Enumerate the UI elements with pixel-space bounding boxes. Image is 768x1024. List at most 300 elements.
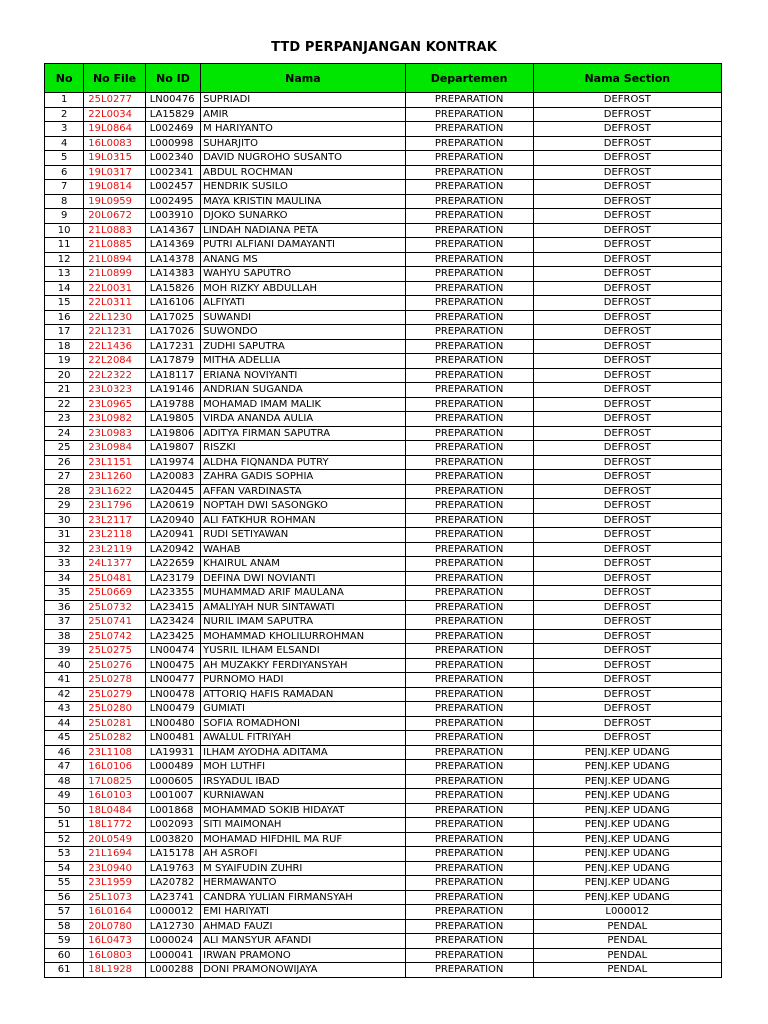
cell-no-file: 25L1073 (84, 890, 145, 905)
cell-nama: WAHYU SAPUTRO (201, 267, 406, 282)
header-row (45, 64, 722, 93)
cell-no: 58 (45, 919, 84, 934)
cell-nama: CANDRA YULIAN FIRMANSYAH (201, 890, 406, 905)
cell-nama-section: DEFROST (533, 252, 721, 267)
cell-nama: MOHAMMAD SOKIB HIDAYAT (201, 803, 406, 818)
cell-no-id: L002340 (145, 151, 200, 166)
cell-no-file: 23L1151 (84, 455, 145, 470)
cell-nama-section: DEFROST (533, 93, 721, 108)
cell-no: 19 (45, 354, 84, 369)
cell-no-id: L002495 (145, 194, 200, 209)
cell-no: 24 (45, 426, 84, 441)
cell-nama: PUTRI ALFIANI DAMAYANTI (201, 238, 406, 253)
cell-nama-section: PENJ.KEP UDANG (533, 890, 721, 905)
cell-departemen: PREPARATION (405, 861, 533, 876)
table-row (45, 383, 722, 398)
table-row (45, 890, 722, 905)
cell-nama-section: DEFROST (533, 194, 721, 209)
cell-nama-section: DEFROST (533, 397, 721, 412)
cell-no-file: 23L0940 (84, 861, 145, 876)
cell-no-id: LN00481 (145, 731, 200, 746)
cell-no-file: 23L2117 (84, 513, 145, 528)
table-header (45, 64, 722, 93)
cell-no: 50 (45, 803, 84, 818)
cell-departemen: PREPARATION (405, 963, 533, 978)
cell-no: 20 (45, 368, 84, 383)
cell-nama-section: DEFROST (533, 107, 721, 122)
cell-no-file: 24L1377 (84, 557, 145, 572)
cell-no: 51 (45, 818, 84, 833)
cell-no: 17 (45, 325, 84, 340)
cell-no-file: 19L0864 (84, 122, 145, 137)
header-no-id: No ID (145, 64, 200, 93)
table-row (45, 861, 722, 876)
cell-no-file: 23L0323 (84, 383, 145, 398)
table-row (45, 296, 722, 311)
cell-nama-section: DEFROST (533, 455, 721, 470)
cell-nama-section: DEFROST (533, 629, 721, 644)
cell-departemen: PREPARATION (405, 441, 533, 456)
table-row (45, 818, 722, 833)
table-row (45, 223, 722, 238)
cell-nama: RISZKI (201, 441, 406, 456)
cell-no-id: LA19805 (145, 412, 200, 427)
cell-departemen: PREPARATION (405, 586, 533, 601)
cell-no: 52 (45, 832, 84, 847)
cell-no-id: LA23741 (145, 890, 200, 905)
cell-nama-section: DEFROST (533, 281, 721, 296)
cell-no-id: LA17879 (145, 354, 200, 369)
cell-nama-section: PENJ.KEP UDANG (533, 847, 721, 862)
cell-no: 31 (45, 528, 84, 543)
cell-nama: IRSYADUL IBAD (201, 774, 406, 789)
cell-no-file: 25L0281 (84, 716, 145, 731)
header-no-file: No File (84, 64, 145, 93)
cell-no-file: 19L0317 (84, 165, 145, 180)
cell-nama: ZAHRA GADIS SOPHIA (201, 470, 406, 485)
cell-no-id: LA15178 (145, 847, 200, 862)
cell-nama-section: DEFROST (533, 339, 721, 354)
cell-nama: DEFINA DWI NOVIANTI (201, 571, 406, 586)
cell-no-id: L000998 (145, 136, 200, 151)
table-row (45, 194, 722, 209)
cell-departemen: PREPARATION (405, 412, 533, 427)
cell-no-file: 18L1772 (84, 818, 145, 833)
cell-no-file: 23L1260 (84, 470, 145, 485)
cell-no-file: 21L0899 (84, 267, 145, 282)
table-row (45, 963, 722, 978)
cell-no: 5 (45, 151, 84, 166)
cell-no-file: 16L0803 (84, 948, 145, 963)
cell-no: 6 (45, 165, 84, 180)
table-row (45, 716, 722, 731)
cell-nama: M SYAIFUDIN ZUHRI (201, 861, 406, 876)
cell-no-file: 16L0106 (84, 760, 145, 775)
cell-nama-section: DEFROST (533, 731, 721, 746)
cell-departemen: PREPARATION (405, 557, 533, 572)
cell-no-file: 16L0164 (84, 905, 145, 920)
cell-nama-section: PENDAL (533, 963, 721, 978)
cell-no-file: 19L0959 (84, 194, 145, 209)
cell-nama: AFFAN VARDINASTA (201, 484, 406, 499)
table-row (45, 107, 722, 122)
cell-no-id: L002457 (145, 180, 200, 195)
cell-no: 4 (45, 136, 84, 151)
cell-no: 45 (45, 731, 84, 746)
table-row (45, 325, 722, 340)
cell-no-id: LA20940 (145, 513, 200, 528)
cell-nama-section: DEFROST (533, 470, 721, 485)
cell-departemen: PREPARATION (405, 644, 533, 659)
cell-departemen: PREPARATION (405, 600, 533, 615)
cell-no: 23 (45, 412, 84, 427)
cell-nama: HENDRIK SUSILO (201, 180, 406, 195)
cell-nama-section: PENJ.KEP UDANG (533, 832, 721, 847)
cell-departemen: PREPARATION (405, 223, 533, 238)
cell-no: 60 (45, 948, 84, 963)
cell-no-file: 22L2322 (84, 368, 145, 383)
table-row (45, 731, 722, 746)
cell-no-file: 25L0280 (84, 702, 145, 717)
cell-nama-section: DEFROST (533, 165, 721, 180)
cell-no-id: LA19931 (145, 745, 200, 760)
header-nama: Nama (201, 64, 406, 93)
cell-nama: SUWANDI (201, 310, 406, 325)
cell-departemen: PREPARATION (405, 774, 533, 789)
cell-no-id: LA14383 (145, 267, 200, 282)
cell-nama-section: DEFROST (533, 499, 721, 514)
cell-nama: ZUDHI SAPUTRA (201, 339, 406, 354)
cell-no-id: L003910 (145, 209, 200, 224)
cell-departemen: PREPARATION (405, 238, 533, 253)
cell-nama-section: DEFROST (533, 151, 721, 166)
table-row (45, 136, 722, 151)
cell-nama-section: DEFROST (533, 716, 721, 731)
cell-no-id: L000012 (145, 905, 200, 920)
table-row (45, 745, 722, 760)
cell-departemen: PREPARATION (405, 673, 533, 688)
cell-nama-section: PENJ.KEP UDANG (533, 803, 721, 818)
cell-departemen: PREPARATION (405, 818, 533, 833)
cell-nama-section: L000012 (533, 905, 721, 920)
cell-no: 26 (45, 455, 84, 470)
cell-no-file: 25L0282 (84, 731, 145, 746)
cell-no-file: 23L0965 (84, 397, 145, 412)
cell-nama: ALI FATKHUR ROHMAN (201, 513, 406, 528)
cell-nama: NURIL IMAM SAPUTRA (201, 615, 406, 630)
cell-no-id: LA19146 (145, 383, 200, 398)
cell-no-file: 21L0883 (84, 223, 145, 238)
table-body (45, 93, 722, 978)
cell-no-id: LA20619 (145, 499, 200, 514)
cell-nama: ILHAM AYODHA ADITAMA (201, 745, 406, 760)
table-row (45, 919, 722, 934)
table-row (45, 615, 722, 630)
cell-no-file: 25L0741 (84, 615, 145, 630)
cell-nama-section: DEFROST (533, 702, 721, 717)
cell-nama-section: DEFROST (533, 615, 721, 630)
cell-no: 3 (45, 122, 84, 137)
cell-nama: PURNOMO HADI (201, 673, 406, 688)
cell-departemen: PREPARATION (405, 716, 533, 731)
cell-no: 11 (45, 238, 84, 253)
cell-nama-section: PENJ.KEP UDANG (533, 745, 721, 760)
cell-departemen: PREPARATION (405, 615, 533, 630)
cell-departemen: PREPARATION (405, 789, 533, 804)
cell-no-file: 23L1622 (84, 484, 145, 499)
table-row (45, 281, 722, 296)
cell-no-file: 25L0669 (84, 586, 145, 601)
cell-nama-section: PENJ.KEP UDANG (533, 861, 721, 876)
cell-no-id: LN00480 (145, 716, 200, 731)
cell-no-id: LA15826 (145, 281, 200, 296)
cell-nama-section: PENDAL (533, 934, 721, 949)
cell-no: 61 (45, 963, 84, 978)
table-row (45, 586, 722, 601)
cell-no-file: 25L0276 (84, 658, 145, 673)
cell-departemen: PREPARATION (405, 209, 533, 224)
cell-nama: RUDI SETIYAWAN (201, 528, 406, 543)
cell-departemen: PREPARATION (405, 919, 533, 934)
cell-no-id: LA23415 (145, 600, 200, 615)
cell-no-id: L000489 (145, 760, 200, 775)
table-row (45, 397, 722, 412)
cell-nama: KURNIAWAN (201, 789, 406, 804)
cell-no: 55 (45, 876, 84, 891)
cell-nama: AHMAD FAUZI (201, 919, 406, 934)
cell-no: 38 (45, 629, 84, 644)
table-row (45, 803, 722, 818)
cell-nama-section: DEFROST (533, 644, 721, 659)
table-row (45, 339, 722, 354)
cell-no-id: L000288 (145, 963, 200, 978)
cell-no: 7 (45, 180, 84, 195)
cell-no-id: LA14369 (145, 238, 200, 253)
cell-no: 56 (45, 890, 84, 905)
cell-no: 43 (45, 702, 84, 717)
cell-no-id: LA23355 (145, 586, 200, 601)
cell-nama: ERIANA NOVIYANTI (201, 368, 406, 383)
cell-departemen: PREPARATION (405, 281, 533, 296)
cell-nama: SUHARJITO (201, 136, 406, 151)
cell-nama: ALDHA FIQNANDA PUTRY (201, 455, 406, 470)
cell-no: 44 (45, 716, 84, 731)
cell-nama-section: DEFROST (533, 296, 721, 311)
cell-no: 2 (45, 107, 84, 122)
table-row (45, 600, 722, 615)
cell-departemen: PREPARATION (405, 745, 533, 760)
cell-nama: WAHAB (201, 542, 406, 557)
cell-no: 40 (45, 658, 84, 673)
cell-departemen: PREPARATION (405, 629, 533, 644)
table-row (45, 774, 722, 789)
cell-nama: MITHA ADELLIA (201, 354, 406, 369)
cell-no: 13 (45, 267, 84, 282)
cell-departemen: PREPARATION (405, 499, 533, 514)
cell-departemen: PREPARATION (405, 542, 533, 557)
cell-no-id: L001868 (145, 803, 200, 818)
table-row (45, 93, 722, 108)
table-row (45, 426, 722, 441)
cell-departemen: PREPARATION (405, 180, 533, 195)
cell-nama-section: PENJ.KEP UDANG (533, 760, 721, 775)
cell-no-id: LA19806 (145, 426, 200, 441)
cell-no-file: 20L0672 (84, 209, 145, 224)
cell-no: 9 (45, 209, 84, 224)
table-row (45, 687, 722, 702)
cell-no: 42 (45, 687, 84, 702)
table-row (45, 165, 722, 180)
cell-nama-section: DEFROST (533, 368, 721, 383)
table-row (45, 557, 722, 572)
cell-nama-section: DEFROST (533, 122, 721, 137)
cell-no-id: LN00478 (145, 687, 200, 702)
cell-nama: GUMIATI (201, 702, 406, 717)
table-row (45, 644, 722, 659)
cell-no-id: LA17026 (145, 325, 200, 340)
cell-no-file: 23L0982 (84, 412, 145, 427)
cell-no: 16 (45, 310, 84, 325)
cell-nama-section: DEFROST (533, 441, 721, 456)
table-row (45, 905, 722, 920)
cell-nama: HERMAWANTO (201, 876, 406, 891)
cell-no-id: LA14367 (145, 223, 200, 238)
cell-no-id: LA22659 (145, 557, 200, 572)
cell-no-file: 22L1230 (84, 310, 145, 325)
cell-no-file: 25L0279 (84, 687, 145, 702)
cell-no-id: LA23425 (145, 629, 200, 644)
cell-no-file: 23L2119 (84, 542, 145, 557)
cell-departemen: PREPARATION (405, 310, 533, 325)
cell-nama: MUHAMMAD ARIF MAULANA (201, 586, 406, 601)
cell-no: 28 (45, 484, 84, 499)
cell-no-id: LA18117 (145, 368, 200, 383)
cell-nama-section: DEFROST (533, 136, 721, 151)
cell-no-file: 25L0481 (84, 571, 145, 586)
table-row (45, 948, 722, 963)
cell-nama-section: DEFROST (533, 557, 721, 572)
cell-no-id: LA20942 (145, 542, 200, 557)
cell-nama: AH ASROFI (201, 847, 406, 862)
table-row (45, 238, 722, 253)
cell-nama: ANANG MS (201, 252, 406, 267)
cell-no-id: LA20782 (145, 876, 200, 891)
cell-no-file: 23L1959 (84, 876, 145, 891)
cell-no-file: 18L0484 (84, 803, 145, 818)
cell-no: 32 (45, 542, 84, 557)
document-title: TTD PERPANJANGAN KONTRAK (271, 40, 497, 55)
cell-nama: SUPRIADI (201, 93, 406, 108)
cell-no-id: L000024 (145, 934, 200, 949)
cell-departemen: PREPARATION (405, 890, 533, 905)
cell-no-file: 22L0311 (84, 296, 145, 311)
cell-no: 15 (45, 296, 84, 311)
cell-departemen: PREPARATION (405, 484, 533, 499)
header-nama-section: Nama Section (533, 64, 721, 93)
cell-nama: MAYA KRISTIN MAULINA (201, 194, 406, 209)
cell-nama-section: DEFROST (533, 267, 721, 282)
cell-no-id: L002341 (145, 165, 200, 180)
cell-nama: KHAIRUL ANAM (201, 557, 406, 572)
cell-nama: DJOKO SUNARKO (201, 209, 406, 224)
cell-no-id: LN00474 (145, 644, 200, 659)
contract-table (44, 63, 722, 978)
cell-no-file: 22L1436 (84, 339, 145, 354)
cell-nama: AMALIYAH NUR SINTAWATI (201, 600, 406, 615)
cell-no: 29 (45, 499, 84, 514)
cell-no-file: 22L0031 (84, 281, 145, 296)
cell-departemen: PREPARATION (405, 354, 533, 369)
cell-no-id: LA17231 (145, 339, 200, 354)
cell-nama: DAVID NUGROHO SUSANTO (201, 151, 406, 166)
cell-nama: VIRDA ANANDA AULIA (201, 412, 406, 427)
cell-no-file: 16L0103 (84, 789, 145, 804)
cell-no: 59 (45, 934, 84, 949)
cell-no-file: 25L0275 (84, 644, 145, 659)
cell-no: 54 (45, 861, 84, 876)
cell-departemen: PREPARATION (405, 832, 533, 847)
table-row (45, 571, 722, 586)
cell-departemen: PREPARATION (405, 267, 533, 282)
cell-nama-section: DEFROST (533, 354, 721, 369)
header-no: No (45, 64, 84, 93)
table-row (45, 528, 722, 543)
cell-departemen: PREPARATION (405, 948, 533, 963)
cell-nama-section: DEFROST (533, 586, 721, 601)
cell-no-id: LN00479 (145, 702, 200, 717)
cell-no-id: LA20445 (145, 484, 200, 499)
cell-nama-section: DEFROST (533, 571, 721, 586)
cell-departemen: PREPARATION (405, 93, 533, 108)
cell-no-id: LA23424 (145, 615, 200, 630)
cell-no-file: 20L0549 (84, 832, 145, 847)
cell-nama-section: DEFROST (533, 412, 721, 427)
cell-nama: SOFIA ROMADHONI (201, 716, 406, 731)
cell-no: 57 (45, 905, 84, 920)
cell-nama: DONI PRAMONOWIJAYA (201, 963, 406, 978)
table-row (45, 368, 722, 383)
cell-departemen: PREPARATION (405, 803, 533, 818)
cell-no: 22 (45, 397, 84, 412)
cell-nama-section: DEFROST (533, 238, 721, 253)
table-row (45, 542, 722, 557)
cell-no-id: LA20941 (145, 528, 200, 543)
cell-nama-section: DEFROST (533, 209, 721, 224)
cell-nama-section: DEFROST (533, 513, 721, 528)
cell-departemen: PREPARATION (405, 470, 533, 485)
table-row (45, 209, 722, 224)
cell-nama: YUSRIL ILHAM ELSANDI (201, 644, 406, 659)
cell-no: 37 (45, 615, 84, 630)
cell-no: 10 (45, 223, 84, 238)
cell-departemen: PREPARATION (405, 426, 533, 441)
cell-nama: NOPTAH DWI SASONGKO (201, 499, 406, 514)
cell-no: 49 (45, 789, 84, 804)
cell-departemen: PREPARATION (405, 847, 533, 862)
table-row (45, 151, 722, 166)
cell-departemen: PREPARATION (405, 368, 533, 383)
table-row (45, 876, 722, 891)
cell-nama-section: DEFROST (533, 658, 721, 673)
cell-no-file: 22L2084 (84, 354, 145, 369)
cell-no-id: LA15829 (145, 107, 200, 122)
cell-no: 1 (45, 93, 84, 108)
cell-nama: ATTORIQ HAFIS RAMADAN (201, 687, 406, 702)
header-departemen: Departemen (405, 64, 533, 93)
cell-no-file: 21L0894 (84, 252, 145, 267)
cell-no: 34 (45, 571, 84, 586)
cell-no: 33 (45, 557, 84, 572)
